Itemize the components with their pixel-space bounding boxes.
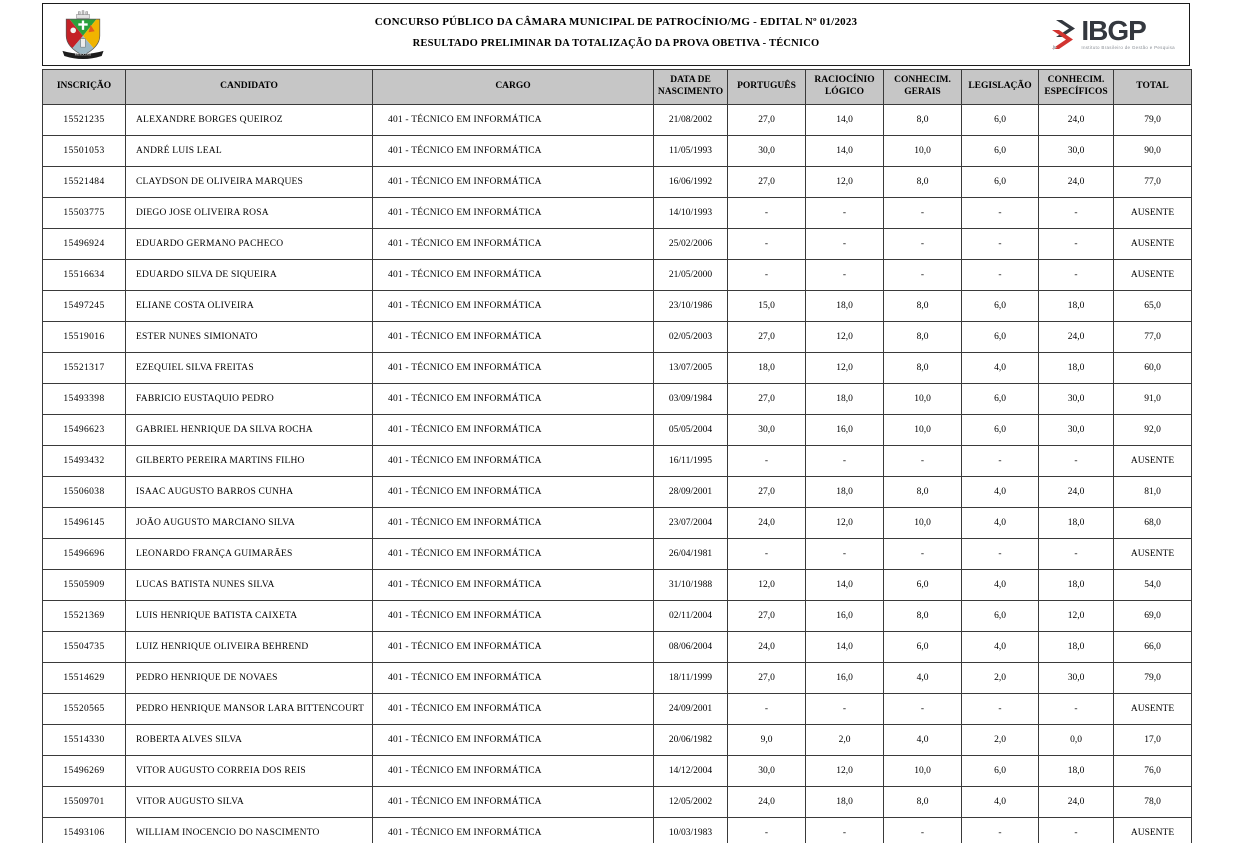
cell-total: 79,0 bbox=[1114, 105, 1192, 136]
table-row bbox=[43, 539, 1192, 570]
column-header-conhecim_especificos: CONHECIM. ESPECÍFICOS bbox=[1039, 70, 1114, 105]
cell-data_nascimento: 23/10/1986 bbox=[654, 291, 728, 322]
cell-legislacao: - bbox=[962, 818, 1039, 843]
cell-cargo: 401 - TÉCNICO EM INFORMÁTICA bbox=[373, 291, 654, 322]
cell-data_nascimento: 13/07/2005 bbox=[654, 353, 728, 384]
cell-cargo: 401 - TÉCNICO EM INFORMÁTICA bbox=[373, 725, 654, 756]
cell-portugues: - bbox=[728, 229, 806, 260]
cell-data_nascimento: 23/07/2004 bbox=[654, 508, 728, 539]
table-row bbox=[43, 508, 1192, 539]
cell-cargo: 401 - TÉCNICO EM INFORMÁTICA bbox=[373, 694, 654, 725]
cell-candidato: ANDRÉ LUIS LEAL bbox=[126, 136, 373, 167]
cell-inscricao: 15506038 bbox=[43, 477, 126, 508]
cell-inscricao: 15493398 bbox=[43, 384, 126, 415]
cell-raciocinio_logico: 16,0 bbox=[806, 601, 884, 632]
cell-conhecim_especificos: 30,0 bbox=[1039, 384, 1114, 415]
cell-total: 77,0 bbox=[1114, 167, 1192, 198]
cell-data_nascimento: 18/11/1999 bbox=[654, 663, 728, 694]
cell-legislacao: 6,0 bbox=[962, 167, 1039, 198]
cell-total: 60,0 bbox=[1114, 353, 1192, 384]
table-row bbox=[43, 105, 1192, 136]
cell-conhecim_especificos: 30,0 bbox=[1039, 663, 1114, 694]
cell-portugues: 30,0 bbox=[728, 415, 806, 446]
table-header-row bbox=[43, 70, 1192, 105]
table-row bbox=[43, 818, 1192, 843]
cell-cargo: 401 - TÉCNICO EM INFORMÁTICA bbox=[373, 229, 654, 260]
cell-data_nascimento: 31/10/1988 bbox=[654, 570, 728, 601]
cell-inscricao: 15496696 bbox=[43, 539, 126, 570]
cell-inscricao: 15520565 bbox=[43, 694, 126, 725]
cell-inscricao: 15497245 bbox=[43, 291, 126, 322]
cell-conhecim_gerais: 8,0 bbox=[884, 167, 962, 198]
cell-legislacao: 4,0 bbox=[962, 508, 1039, 539]
cell-data_nascimento: 28/09/2001 bbox=[654, 477, 728, 508]
cell-cargo: 401 - TÉCNICO EM INFORMÁTICA bbox=[373, 322, 654, 353]
cell-cargo: 401 - TÉCNICO EM INFORMÁTICA bbox=[373, 787, 654, 818]
cell-cargo: 401 - TÉCNICO EM INFORMÁTICA bbox=[373, 477, 654, 508]
cell-total: AUSENTE bbox=[1114, 229, 1192, 260]
cell-raciocinio_logico: 14,0 bbox=[806, 632, 884, 663]
cell-portugues: - bbox=[728, 198, 806, 229]
cell-total: 54,0 bbox=[1114, 570, 1192, 601]
cell-conhecim_especificos: - bbox=[1039, 818, 1114, 843]
cell-conhecim_especificos: 18,0 bbox=[1039, 570, 1114, 601]
cell-raciocinio_logico: 12,0 bbox=[806, 508, 884, 539]
table-row bbox=[43, 415, 1192, 446]
cell-raciocinio_logico: - bbox=[806, 229, 884, 260]
table-row bbox=[43, 725, 1192, 756]
cell-data_nascimento: 02/11/2004 bbox=[654, 601, 728, 632]
table-row bbox=[43, 198, 1192, 229]
cell-conhecim_gerais: - bbox=[884, 694, 962, 725]
cell-inscricao: 15521317 bbox=[43, 353, 126, 384]
cell-conhecim_gerais: 10,0 bbox=[884, 756, 962, 787]
cell-data_nascimento: 26/04/1981 bbox=[654, 539, 728, 570]
cell-raciocinio_logico: 18,0 bbox=[806, 787, 884, 818]
cell-conhecim_especificos: 18,0 bbox=[1039, 756, 1114, 787]
cell-raciocinio_logico: 12,0 bbox=[806, 322, 884, 353]
cell-total: 68,0 bbox=[1114, 508, 1192, 539]
cell-total: 78,0 bbox=[1114, 787, 1192, 818]
cell-data_nascimento: 20/06/1982 bbox=[654, 725, 728, 756]
ibgp-tagline: Instituto Brasileiro de Gestão e Pesquisa bbox=[1081, 45, 1175, 50]
cell-raciocinio_logico: - bbox=[806, 539, 884, 570]
cell-conhecim_especificos: - bbox=[1039, 229, 1114, 260]
cell-legislacao: 6,0 bbox=[962, 384, 1039, 415]
cell-data_nascimento: 02/05/2003 bbox=[654, 322, 728, 353]
cell-legislacao: 4,0 bbox=[962, 353, 1039, 384]
cell-legislacao: - bbox=[962, 198, 1039, 229]
cell-raciocinio_logico: 14,0 bbox=[806, 105, 884, 136]
cell-candidato: ISAAC AUGUSTO BARROS CUNHA bbox=[126, 477, 373, 508]
ibgp-text-block bbox=[1081, 17, 1175, 51]
cell-total: 92,0 bbox=[1114, 415, 1192, 446]
cell-candidato: VITOR AUGUSTO CORREIA DOS REIS bbox=[126, 756, 373, 787]
cell-portugues: 30,0 bbox=[728, 756, 806, 787]
cell-portugues: 9,0 bbox=[728, 725, 806, 756]
cell-candidato: FABRICIO EUSTAQUIO PEDRO bbox=[126, 384, 373, 415]
cell-conhecim_especificos: 24,0 bbox=[1039, 787, 1114, 818]
cell-data_nascimento: 25/02/2006 bbox=[654, 229, 728, 260]
cell-portugues: 27,0 bbox=[728, 167, 806, 198]
cell-data_nascimento: 14/10/1993 bbox=[654, 198, 728, 229]
cell-conhecim_especificos: - bbox=[1039, 539, 1114, 570]
cell-legislacao: 4,0 bbox=[962, 477, 1039, 508]
cell-raciocinio_logico: 18,0 bbox=[806, 291, 884, 322]
cell-inscricao: 15509701 bbox=[43, 787, 126, 818]
cell-cargo: 401 - TÉCNICO EM INFORMÁTICA bbox=[373, 570, 654, 601]
cell-inscricao: 15496924 bbox=[43, 229, 126, 260]
cell-data_nascimento: 21/05/2000 bbox=[654, 260, 728, 291]
cell-candidato: WILLIAM INOCENCIO DO NASCIMENTO bbox=[126, 818, 373, 843]
cell-candidato: EDUARDO SILVA DE SIQUEIRA bbox=[126, 260, 373, 291]
cell-legislacao: - bbox=[962, 229, 1039, 260]
cell-total: 81,0 bbox=[1114, 477, 1192, 508]
cell-inscricao: 15519016 bbox=[43, 322, 126, 353]
cell-conhecim_gerais: 6,0 bbox=[884, 632, 962, 663]
cell-data_nascimento: 21/08/2002 bbox=[654, 105, 728, 136]
cell-data_nascimento: 11/05/1993 bbox=[654, 136, 728, 167]
cell-conhecim_gerais: 4,0 bbox=[884, 663, 962, 694]
cell-total: AUSENTE bbox=[1114, 818, 1192, 843]
cell-conhecim_gerais: - bbox=[884, 229, 962, 260]
table-row bbox=[43, 136, 1192, 167]
cell-candidato: LEONARDO FRANÇA GUIMARÃES bbox=[126, 539, 373, 570]
cell-portugues: - bbox=[728, 446, 806, 477]
cell-portugues: 27,0 bbox=[728, 322, 806, 353]
cell-inscricao: 15503775 bbox=[43, 198, 126, 229]
cell-candidato: VITOR AUGUSTO SILVA bbox=[126, 787, 373, 818]
cell-candidato: DIEGO JOSE OLIVEIRA ROSA bbox=[126, 198, 373, 229]
cell-conhecim_especificos: 0,0 bbox=[1039, 725, 1114, 756]
table-row bbox=[43, 694, 1192, 725]
cell-legislacao: - bbox=[962, 446, 1039, 477]
table-row bbox=[43, 632, 1192, 663]
ibgp-chevron-icon bbox=[1052, 19, 1078, 51]
results-table-head bbox=[43, 70, 1192, 105]
cell-total: 76,0 bbox=[1114, 756, 1192, 787]
column-header-raciocinio_logico: RACIOCÍNIO LÓGICO bbox=[806, 70, 884, 105]
table-row bbox=[43, 570, 1192, 601]
cell-conhecim_especificos: - bbox=[1039, 446, 1114, 477]
cell-inscricao: 15496623 bbox=[43, 415, 126, 446]
ibgp-wordmark: IBGP bbox=[1081, 15, 1146, 46]
cell-conhecim_especificos: - bbox=[1039, 260, 1114, 291]
cell-raciocinio_logico: - bbox=[806, 260, 884, 291]
cell-conhecim_gerais: 8,0 bbox=[884, 477, 962, 508]
cell-portugues: 24,0 bbox=[728, 632, 806, 663]
cell-data_nascimento: 10/03/1983 bbox=[654, 818, 728, 843]
cell-conhecim_gerais: 10,0 bbox=[884, 508, 962, 539]
table-row bbox=[43, 477, 1192, 508]
cell-data_nascimento: 03/09/1984 bbox=[654, 384, 728, 415]
column-header-inscricao: INSCRIÇÃO bbox=[43, 70, 126, 105]
cell-cargo: 401 - TÉCNICO EM INFORMÁTICA bbox=[373, 446, 654, 477]
cell-portugues: 24,0 bbox=[728, 787, 806, 818]
cell-candidato: LUIZ HENRIQUE OLIVEIRA BEHREND bbox=[126, 632, 373, 663]
cell-legislacao: - bbox=[962, 539, 1039, 570]
cell-candidato: ROBERTA ALVES SILVA bbox=[126, 725, 373, 756]
cell-inscricao: 15505909 bbox=[43, 570, 126, 601]
cell-cargo: 401 - TÉCNICO EM INFORMÁTICA bbox=[373, 136, 654, 167]
table-row bbox=[43, 601, 1192, 632]
cell-data_nascimento: 16/06/1992 bbox=[654, 167, 728, 198]
cell-conhecim_especificos: - bbox=[1039, 694, 1114, 725]
cell-inscricao: 15496145 bbox=[43, 508, 126, 539]
cell-conhecim_especificos: 24,0 bbox=[1039, 477, 1114, 508]
column-header-conhecim_gerais: CONHECIM. GERAIS bbox=[884, 70, 962, 105]
table-row bbox=[43, 167, 1192, 198]
cell-legislacao: 2,0 bbox=[962, 725, 1039, 756]
table-row bbox=[43, 229, 1192, 260]
cell-portugues: 27,0 bbox=[728, 663, 806, 694]
results-table-body bbox=[43, 105, 1192, 843]
cell-data_nascimento: 24/09/2001 bbox=[654, 694, 728, 725]
cell-candidato: CLAYDSON DE OLIVEIRA MARQUES bbox=[126, 167, 373, 198]
cell-legislacao: 6,0 bbox=[962, 601, 1039, 632]
table-row bbox=[43, 353, 1192, 384]
cell-data_nascimento: 05/05/2004 bbox=[654, 415, 728, 446]
cell-conhecim_gerais: 4,0 bbox=[884, 725, 962, 756]
cell-cargo: 401 - TÉCNICO EM INFORMÁTICA bbox=[373, 105, 654, 136]
cell-cargo: 401 - TÉCNICO EM INFORMÁTICA bbox=[373, 539, 654, 570]
cell-inscricao: 15493432 bbox=[43, 446, 126, 477]
cell-legislacao: 6,0 bbox=[962, 756, 1039, 787]
title-line-1: CONCURSO PÚBLICO DA CÂMARA MUNICIPAL DE PATROCÍNIO/MG - EDITAL Nº 01/2023 bbox=[374, 16, 858, 28]
column-header-data_nascimento: DATA DE NASCIMENTO bbox=[654, 70, 728, 105]
cell-portugues: 27,0 bbox=[728, 601, 806, 632]
cell-conhecim_gerais: 8,0 bbox=[884, 601, 962, 632]
cell-inscricao: 15521369 bbox=[43, 601, 126, 632]
cell-cargo: 401 - TÉCNICO EM INFORMÁTICA bbox=[373, 663, 654, 694]
cell-portugues: 18,0 bbox=[728, 353, 806, 384]
cell-cargo: 401 - TÉCNICO EM INFORMÁTICA bbox=[373, 508, 654, 539]
cell-conhecim_gerais: 8,0 bbox=[884, 322, 962, 353]
table-row bbox=[43, 787, 1192, 818]
cell-portugues: 15,0 bbox=[728, 291, 806, 322]
cell-total: AUSENTE bbox=[1114, 446, 1192, 477]
cell-candidato: PEDRO HENRIQUE DE NOVAES bbox=[126, 663, 373, 694]
cell-candidato: ALEXANDRE BORGES QUEIROZ bbox=[126, 105, 373, 136]
cell-candidato: EDUARDO GERMANO PACHECO bbox=[126, 229, 373, 260]
cell-portugues: 27,0 bbox=[728, 384, 806, 415]
cell-total: 91,0 bbox=[1114, 384, 1192, 415]
cell-legislacao: 4,0 bbox=[962, 787, 1039, 818]
cell-inscricao: 15504735 bbox=[43, 632, 126, 663]
cell-legislacao: 6,0 bbox=[962, 105, 1039, 136]
cell-conhecim_gerais: 8,0 bbox=[884, 105, 962, 136]
cell-candidato: JOÃO AUGUSTO MARCIANO SILVA bbox=[126, 508, 373, 539]
cell-raciocinio_logico: - bbox=[806, 818, 884, 843]
cell-portugues: - bbox=[728, 694, 806, 725]
table-row bbox=[43, 291, 1192, 322]
cell-total: 65,0 bbox=[1114, 291, 1192, 322]
cell-legislacao: - bbox=[962, 694, 1039, 725]
cell-raciocinio_logico: 14,0 bbox=[806, 570, 884, 601]
cell-legislacao: 2,0 bbox=[962, 663, 1039, 694]
cell-total: 69,0 bbox=[1114, 601, 1192, 632]
cell-total: AUSENTE bbox=[1114, 198, 1192, 229]
cell-legislacao: 6,0 bbox=[962, 291, 1039, 322]
cell-conhecim_especificos: 12,0 bbox=[1039, 601, 1114, 632]
cell-candidato: LUIS HENRIQUE BATISTA CAIXETA bbox=[126, 601, 373, 632]
cell-inscricao: 15521484 bbox=[43, 167, 126, 198]
cell-conhecim_especificos: 18,0 bbox=[1039, 508, 1114, 539]
ibgp-logo bbox=[1052, 17, 1175, 51]
cell-legislacao: 4,0 bbox=[962, 632, 1039, 663]
table-row bbox=[43, 446, 1192, 477]
cell-total: 77,0 bbox=[1114, 322, 1192, 353]
cell-conhecim_especificos: 24,0 bbox=[1039, 167, 1114, 198]
column-header-total: TOTAL bbox=[1114, 70, 1192, 105]
cell-data_nascimento: 12/05/2002 bbox=[654, 787, 728, 818]
cell-total: 66,0 bbox=[1114, 632, 1192, 663]
cell-conhecim_gerais: 10,0 bbox=[884, 136, 962, 167]
cell-raciocinio_logico: 12,0 bbox=[806, 353, 884, 384]
results-table bbox=[42, 69, 1192, 843]
document-titles bbox=[43, 4, 1189, 65]
cell-total: AUSENTE bbox=[1114, 539, 1192, 570]
cell-raciocinio_logico: 12,0 bbox=[806, 167, 884, 198]
column-header-legislacao: LEGISLAÇÃO bbox=[962, 70, 1039, 105]
cell-conhecim_especificos: 30,0 bbox=[1039, 136, 1114, 167]
column-header-cargo: CARGO bbox=[373, 70, 654, 105]
cell-inscricao: 15521235 bbox=[43, 105, 126, 136]
title-line-2: RESULTADO PRELIMINAR DA TOTALIZAÇÃO DA PROVA OBETIVA - TÉCNICO bbox=[412, 38, 820, 49]
cell-inscricao: 15501053 bbox=[43, 136, 126, 167]
cell-conhecim_gerais: - bbox=[884, 446, 962, 477]
table-row bbox=[43, 756, 1192, 787]
crest-banner-text: PATROCÍNIO bbox=[74, 53, 92, 57]
cell-portugues: 27,0 bbox=[728, 105, 806, 136]
cell-cargo: 401 - TÉCNICO EM INFORMÁTICA bbox=[373, 260, 654, 291]
cell-cargo: 401 - TÉCNICO EM INFORMÁTICA bbox=[373, 353, 654, 384]
cell-raciocinio_logico: - bbox=[806, 198, 884, 229]
cell-conhecim_especificos: 24,0 bbox=[1039, 105, 1114, 136]
table-row bbox=[43, 322, 1192, 353]
cell-legislacao: 6,0 bbox=[962, 415, 1039, 446]
cell-cargo: 401 - TÉCNICO EM INFORMÁTICA bbox=[373, 632, 654, 663]
cell-total: 79,0 bbox=[1114, 663, 1192, 694]
cell-cargo: 401 - TÉCNICO EM INFORMÁTICA bbox=[373, 818, 654, 843]
cell-conhecim_gerais: - bbox=[884, 198, 962, 229]
column-header-candidato: CANDIDATO bbox=[126, 70, 373, 105]
cell-conhecim_especificos: 30,0 bbox=[1039, 415, 1114, 446]
table-row bbox=[43, 663, 1192, 694]
cell-raciocinio_logico: 18,0 bbox=[806, 384, 884, 415]
cell-candidato: ELIANE COSTA OLIVEIRA bbox=[126, 291, 373, 322]
cell-conhecim_gerais: 6,0 bbox=[884, 570, 962, 601]
cell-raciocinio_logico: 16,0 bbox=[806, 663, 884, 694]
cell-legislacao: - bbox=[962, 260, 1039, 291]
cell-cargo: 401 - TÉCNICO EM INFORMÁTICA bbox=[373, 415, 654, 446]
cell-portugues: 12,0 bbox=[728, 570, 806, 601]
cell-inscricao: 15514629 bbox=[43, 663, 126, 694]
cell-raciocinio_logico: 16,0 bbox=[806, 415, 884, 446]
cell-candidato: LUCAS BATISTA NUNES SILVA bbox=[126, 570, 373, 601]
cell-candidato: GABRIEL HENRIQUE DA SILVA ROCHA bbox=[126, 415, 373, 446]
cell-total: AUSENTE bbox=[1114, 260, 1192, 291]
cell-inscricao: 15496269 bbox=[43, 756, 126, 787]
cell-cargo: 401 - TÉCNICO EM INFORMÁTICA bbox=[373, 756, 654, 787]
cell-portugues: 30,0 bbox=[728, 136, 806, 167]
cell-conhecim_especificos: - bbox=[1039, 198, 1114, 229]
cell-total: 90,0 bbox=[1114, 136, 1192, 167]
cell-inscricao: 15516634 bbox=[43, 260, 126, 291]
cell-total: AUSENTE bbox=[1114, 694, 1192, 725]
cell-conhecim_gerais: 8,0 bbox=[884, 787, 962, 818]
cell-conhecim_especificos: 18,0 bbox=[1039, 353, 1114, 384]
cell-conhecim_gerais: - bbox=[884, 260, 962, 291]
cell-candidato: GILBERTO PEREIRA MARTINS FILHO bbox=[126, 446, 373, 477]
cell-cargo: 401 - TÉCNICO EM INFORMÁTICA bbox=[373, 384, 654, 415]
column-header-portugues: PORTUGUÊS bbox=[728, 70, 806, 105]
cell-portugues: - bbox=[728, 818, 806, 843]
cell-legislacao: 4,0 bbox=[962, 570, 1039, 601]
table-row bbox=[43, 384, 1192, 415]
cell-portugues: 27,0 bbox=[728, 477, 806, 508]
cell-inscricao: 15514330 bbox=[43, 725, 126, 756]
cell-raciocinio_logico: 14,0 bbox=[806, 136, 884, 167]
document-header bbox=[42, 3, 1190, 66]
cell-legislacao: 6,0 bbox=[962, 136, 1039, 167]
cell-conhecim_especificos: 24,0 bbox=[1039, 322, 1114, 353]
table-row bbox=[43, 260, 1192, 291]
cell-portugues: 24,0 bbox=[728, 508, 806, 539]
cell-legislacao: 6,0 bbox=[962, 322, 1039, 353]
cell-data_nascimento: 14/12/2004 bbox=[654, 756, 728, 787]
cell-raciocinio_logico: 12,0 bbox=[806, 756, 884, 787]
cell-candidato: ESTER NUNES SIMIONATO bbox=[126, 322, 373, 353]
cell-portugues: - bbox=[728, 260, 806, 291]
cell-conhecim_especificos: 18,0 bbox=[1039, 291, 1114, 322]
cell-conhecim_gerais: - bbox=[884, 539, 962, 570]
cell-candidato: PEDRO HENRIQUE MANSOR LARA BITTENCOURT bbox=[126, 694, 373, 725]
cell-conhecim_especificos: 18,0 bbox=[1039, 632, 1114, 663]
cell-conhecim_gerais: - bbox=[884, 818, 962, 843]
cell-candidato: EZEQUIEL SILVA FREITAS bbox=[126, 353, 373, 384]
cell-cargo: 401 - TÉCNICO EM INFORMÁTICA bbox=[373, 601, 654, 632]
cell-conhecim_gerais: 8,0 bbox=[884, 353, 962, 384]
cell-raciocinio_logico: - bbox=[806, 694, 884, 725]
cell-total: 17,0 bbox=[1114, 725, 1192, 756]
cell-conhecim_gerais: 10,0 bbox=[884, 415, 962, 446]
cell-cargo: 401 - TÉCNICO EM INFORMÁTICA bbox=[373, 167, 654, 198]
cell-raciocinio_logico: 18,0 bbox=[806, 477, 884, 508]
cell-conhecim_gerais: 8,0 bbox=[884, 291, 962, 322]
cell-inscricao: 15493106 bbox=[43, 818, 126, 843]
cell-raciocinio_logico: - bbox=[806, 446, 884, 477]
cell-data_nascimento: 16/11/1995 bbox=[654, 446, 728, 477]
cell-portugues: - bbox=[728, 539, 806, 570]
cell-data_nascimento: 08/06/2004 bbox=[654, 632, 728, 663]
cell-raciocinio_logico: 2,0 bbox=[806, 725, 884, 756]
cell-cargo: 401 - TÉCNICO EM INFORMÁTICA bbox=[373, 198, 654, 229]
cell-conhecim_gerais: 10,0 bbox=[884, 384, 962, 415]
